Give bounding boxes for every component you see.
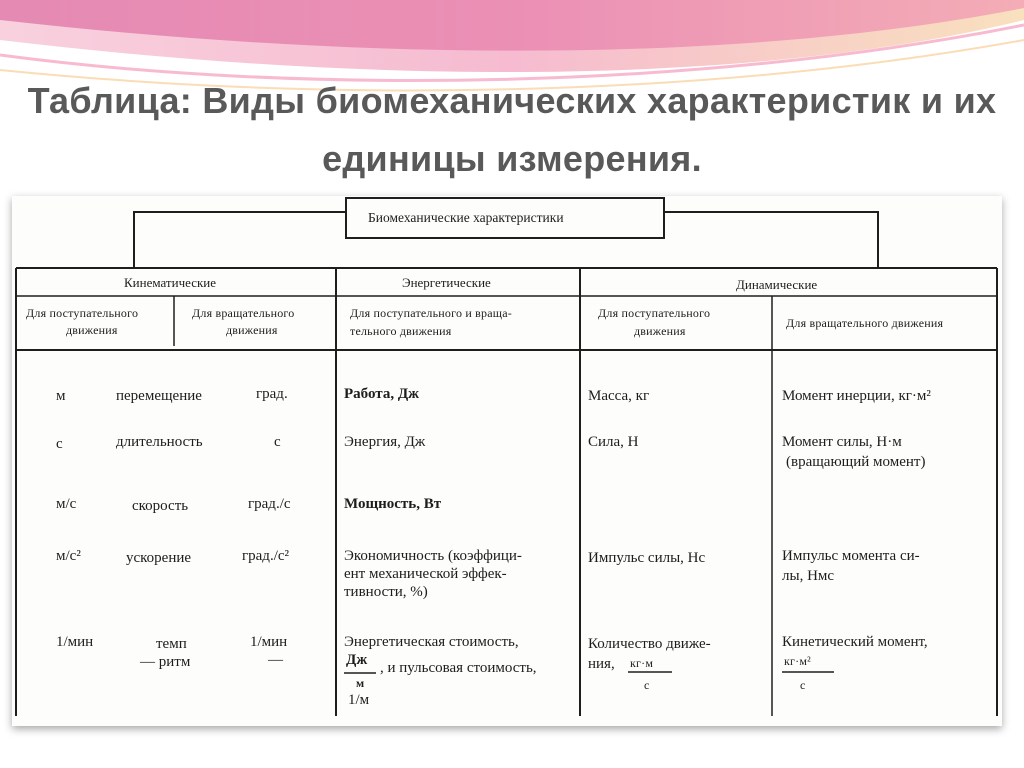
energy-power: Мощность, Вт: [344, 496, 442, 512]
kin-name-1: перемещение: [116, 388, 202, 404]
dyn-torque-line-2: (вращающий момент): [786, 454, 926, 470]
kin-name-3: скорость: [132, 498, 189, 514]
kin-rot-unit-2: с: [274, 434, 281, 450]
dyn-translational-subheader-line-1: Для поступательного: [598, 306, 711, 320]
dyn-momentum-numerator: кг·м: [630, 656, 654, 670]
kin-rot-unit-3: град./с: [248, 496, 291, 512]
kin-translational-subheader-line-1: Для поступательного: [26, 306, 139, 320]
kin-rot-unit-1: град.: [256, 386, 288, 402]
root-header: Биомеханические характеристики: [368, 210, 564, 225]
kin-rotational-subheader-line-2: движения: [226, 323, 278, 337]
energy-work: Работа, Дж: [344, 386, 420, 402]
dyn-angular-momentum-line-1: Кинетический момент,: [782, 634, 928, 650]
dyn-inertia-moment: Момент инерции, кг·м²: [782, 388, 931, 404]
kin-unit-5: 1/мин: [56, 634, 94, 650]
energetic-header: Энергетические: [402, 275, 491, 290]
kin-translational-subheader-line-2: движения: [66, 323, 118, 337]
energy-efficiency-line-3: тивности, %): [344, 584, 428, 600]
slide-title-line-2: единицы измерения.: [322, 138, 702, 179]
scanned-table: [12, 196, 1002, 726]
kin-name-4: ускорение: [126, 550, 192, 566]
energy-subheader-line-1: Для поступательного и враща-: [350, 306, 512, 320]
dyn-momentum-line-2: ния,: [588, 656, 615, 672]
dyn-angular-momentum-denominator: с: [800, 678, 806, 692]
kin-unit-1: м: [56, 388, 66, 404]
dyn-force-impulse: Импульс силы, Нс: [588, 550, 706, 566]
energy-subheader-line-2: тельного движения: [350, 324, 452, 338]
energy-cost-denominator: м: [356, 676, 365, 690]
dyn-momentum-line-1: Количество движе-: [588, 636, 711, 652]
dynamic-header: Динамические: [736, 277, 818, 292]
dyn-force: Сила, Н: [588, 434, 639, 450]
energy-cost-rest: , и пульсовая стоимость,: [380, 660, 537, 676]
kin-rot-unit-4: град./с²: [242, 548, 290, 564]
kin-rot-unit-5: 1/мин: [250, 634, 288, 650]
dyn-rotational-subheader: Для вращательного движения: [786, 316, 944, 330]
kin-name-5b: — ритм: [140, 654, 191, 670]
dyn-angular-impulse-line-2: лы, Нмс: [782, 568, 835, 584]
dyn-mass: Масса, кг: [588, 388, 650, 404]
dyn-translational-subheader-line-2: движения: [634, 324, 686, 338]
energy-cost-line-1: Энергетическая стоимость,: [344, 634, 519, 650]
energy-efficiency-line-1: Экономичность (коэффици-: [344, 548, 522, 564]
kin-name-5: темп: [156, 636, 187, 652]
energy-efficiency-line-2: ент механической эффек-: [344, 566, 507, 582]
kin-rotational-subheader-line-1: Для вращательного: [192, 306, 295, 320]
kin-unit-2: с: [56, 436, 63, 452]
slide-title-line-1: Таблица: Виды биомеханических характеристик и их: [27, 80, 997, 121]
energy-energy: Энергия, Дж: [344, 434, 426, 450]
dyn-angular-momentum-numerator: кг·м²: [784, 654, 811, 668]
dyn-momentum-denominator: с: [644, 678, 650, 692]
energy-cost-numerator: Дж: [346, 652, 368, 668]
kinematic-header: Кинематические: [124, 275, 217, 290]
kin-unit-4: м/с²: [56, 548, 81, 564]
energy-cost-last: 1/м: [348, 692, 370, 708]
kin-unit-3: м/с: [56, 496, 77, 512]
kin-name-2: длительность: [116, 434, 203, 450]
kin-rot-unit-5b: —: [268, 652, 283, 668]
dyn-torque-line-1: Момент силы, Н·м: [782, 434, 902, 450]
dyn-angular-impulse-line-1: Импульс момента си-: [782, 548, 920, 564]
